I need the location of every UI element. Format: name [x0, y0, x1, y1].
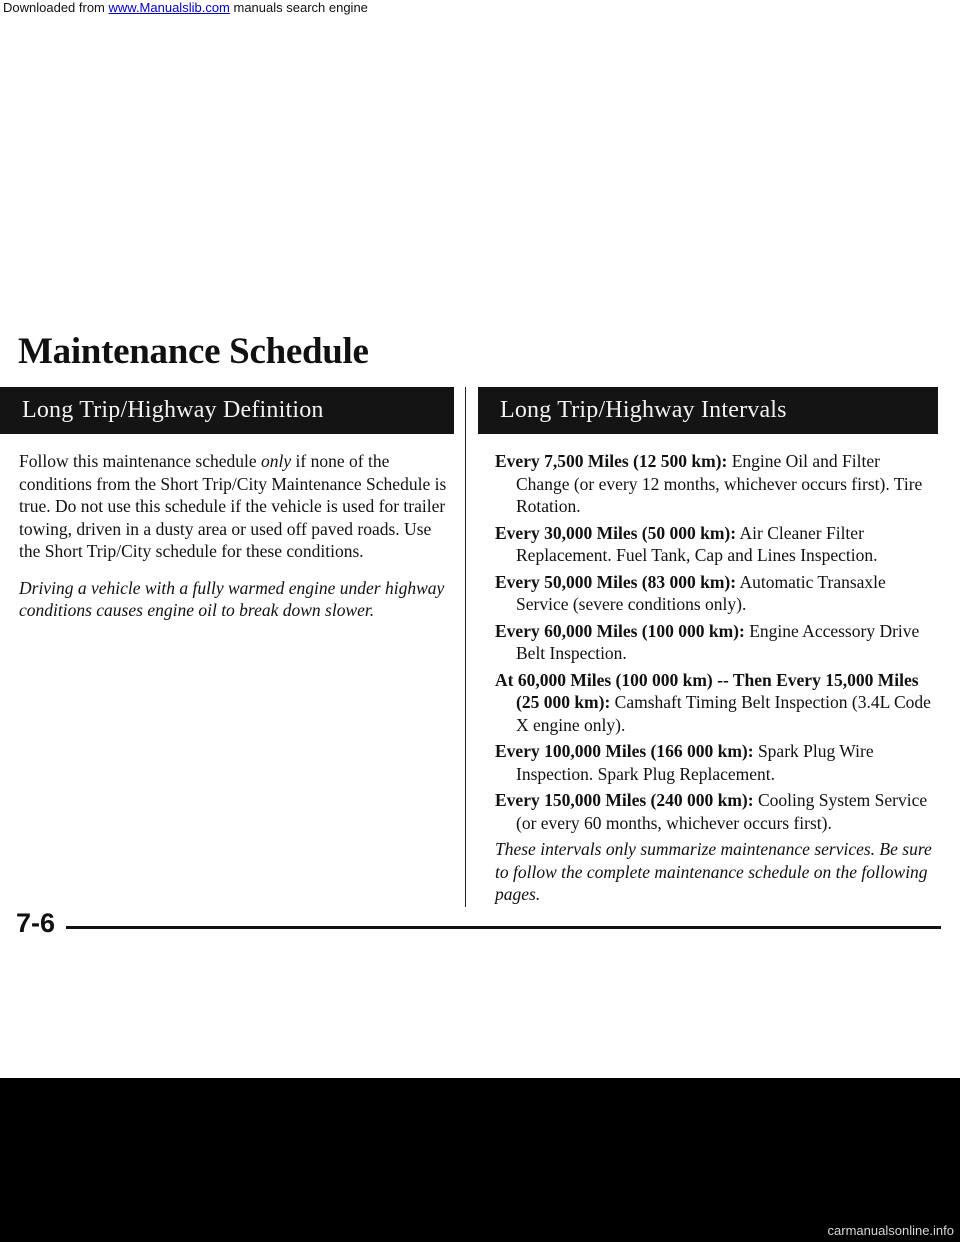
- interval-label: Every 60,000 Miles (100 000 km):: [495, 620, 745, 641]
- bottom-band: [0, 1078, 960, 1242]
- intervals-heading: Long Trip/Highway Intervals: [478, 387, 938, 434]
- download-note-prefix: Downloaded from: [3, 0, 109, 15]
- definition-text-b: if none of the conditions from the Short Trip/City Maintenance Schedule is true. Do not use this schedule if the vehicle is used for trailer towing, driven in a dusty area or used off paved roads. Use the Short Trip/City schedule for these conditions.: [19, 451, 447, 561]
- interval-text: Engine Oil and Filter Change (or every 12 months, whichever occurs first). Tire Rotation.: [516, 451, 923, 516]
- page-number: 7-6: [16, 908, 56, 938]
- interval-text: Spark Plug Wire Inspection. Spark Plug Replacement.: [516, 741, 874, 784]
- interval-label: Every 50,000 Miles (83 000 km):: [495, 571, 737, 592]
- interval-item: [495, 450, 935, 518]
- interval-label: At 60,000 Miles (100 000 km) -- Then Every 15,000 Miles (25 000 km):: [495, 669, 919, 712]
- interval-item: [495, 740, 935, 785]
- definition-emphasis: only: [261, 451, 292, 471]
- definition-paragraph: [19, 450, 451, 563]
- interval-item: [495, 571, 935, 616]
- watermark: carmanualsonline.info: [827, 1223, 954, 1238]
- footer-rule: [66, 926, 941, 929]
- interval-text: Cooling System Service (or every 60 months, whichever occurs first).: [516, 790, 928, 833]
- interval-label: Every 150,000 Miles (240 000 km):: [495, 790, 754, 810]
- definition-heading: Long Trip/Highway Definition: [0, 387, 454, 434]
- interval-text: Camshaft Timing Belt Inspection (3.4L Code X engine only).: [516, 692, 931, 735]
- definition-note: Driving a vehicle with a fully warmed engine under highway conditions causes engine oil to break down slower.: [19, 577, 445, 620]
- interval-item: [495, 620, 935, 665]
- interval-text: Automatic Transaxle Service (severe conditions only).: [516, 571, 886, 614]
- column-divider: [465, 387, 466, 907]
- interval-item: [495, 522, 935, 567]
- intervals-column: [495, 450, 935, 923]
- intervals-summary: These intervals only summarize maintenance services. Be sure to follow the complete maintenance schedule on the following pages.: [495, 839, 932, 904]
- interval-label: Every 7,500 Miles (12 500 km):: [495, 451, 728, 471]
- interval-text: Air Cleaner Filter Replacement. Fuel Tank, Cap and Lines Inspection.: [516, 522, 878, 565]
- download-note: [0, 0, 371, 16]
- interval-label: Every 30,000 Miles (50 000 km):: [495, 522, 737, 543]
- download-note-suffix: manuals search engine: [229, 0, 368, 15]
- interval-text: Engine Accessory Drive Belt Inspection.: [516, 620, 920, 663]
- page-title: Maintenance Schedule: [18, 331, 369, 372]
- interval-item: [495, 789, 935, 834]
- definition-text-a: Follow this maintenance schedule: [19, 451, 262, 471]
- definition-column: [19, 450, 451, 636]
- interval-item: [495, 669, 935, 737]
- manualslib-link[interactable]: www.Manualslib.com: [108, 0, 230, 15]
- interval-label: Every 100,000 Miles (166 000 km):: [495, 741, 754, 761]
